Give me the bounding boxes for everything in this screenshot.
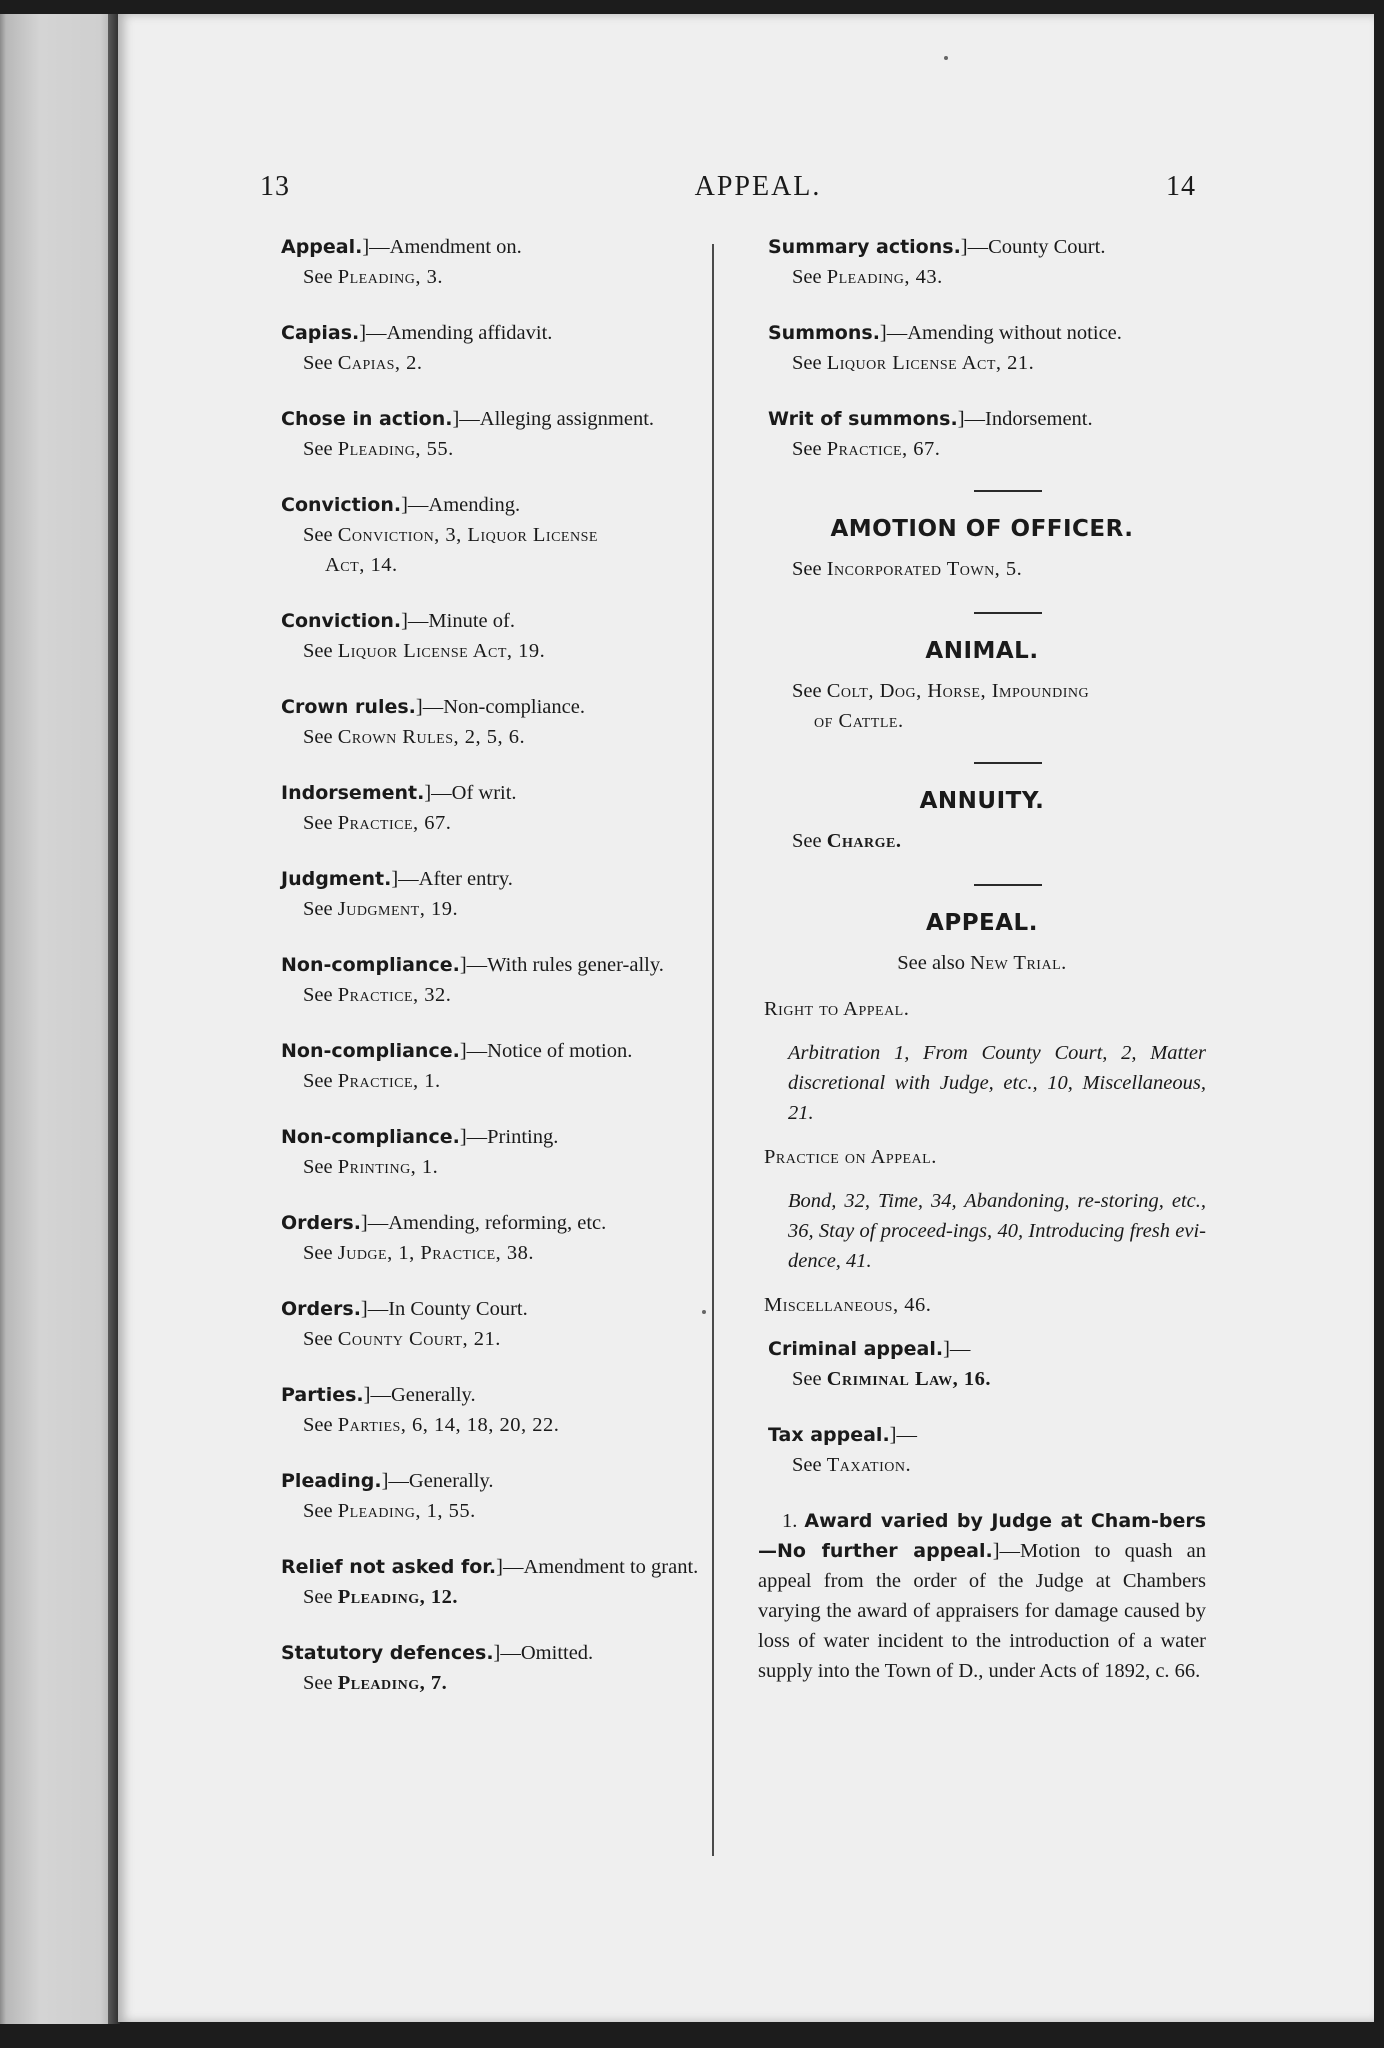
entry-text: ]—Minute of. — [401, 610, 515, 632]
entry-text: ]—Alleging assignment. — [452, 408, 655, 430]
see-ref: Liquor License Act, 19. — [337, 640, 546, 662]
see-label: See — [303, 438, 333, 460]
index-entry — [758, 404, 1206, 464]
entry-head: Pleading. — [281, 1470, 382, 1492]
index-entry — [251, 1466, 711, 1526]
items-text: Bond, 32, Time, 34, Abandoning, re-storing, etc., 36, Stay of proceed-ings, 40, Introducing fresh evi-dence, 41. — [788, 1190, 1206, 1272]
entry-head: Orders. — [281, 1298, 361, 1320]
entry-head: Summons. — [768, 322, 880, 344]
see-ref: Charge. — [826, 830, 902, 852]
index-entry — [758, 232, 1206, 292]
index-entry — [251, 778, 711, 838]
entry-text: ]—Amendment on. — [362, 236, 522, 258]
entry-head: Tax appeal. — [768, 1424, 890, 1446]
see-ref: Pleading, 55. — [337, 438, 454, 460]
entry-text: ]— — [889, 1424, 917, 1446]
entry-head: Orders. — [281, 1212, 361, 1234]
see-label: See — [303, 1070, 333, 1092]
see-also-ref: New Trial. — [970, 952, 1067, 974]
index-entry — [251, 692, 711, 752]
case-text: ]—Motion to quash an appeal from the order of the Judge at Chambers varying the award of appraisers for damage caused by loss of water incident to the introduction of a water supply into the Town of D., under Acts of 1892, c. 66. — [758, 1540, 1206, 1682]
see-ref: Conviction, 3, Liquor License — [337, 524, 598, 546]
index-entry — [251, 864, 711, 924]
section-title-appeal: APPEAL. — [926, 910, 1038, 936]
index-entry — [251, 1036, 711, 1096]
see-label: See — [792, 266, 822, 288]
see-label: See — [303, 1242, 333, 1264]
index-entry — [251, 490, 711, 580]
items-text: Arbitration 1, From County Court, 2, Matter discretional with Judge, etc., 10, Miscellaneous, 21. — [788, 1042, 1206, 1124]
left-column — [251, 232, 711, 1724]
page-number-right: 14 — [1166, 171, 1196, 202]
see-label: See — [303, 812, 333, 834]
entry-head: Chose in action. — [281, 408, 453, 430]
entry-text: ]—Amending affidavit. — [359, 322, 553, 344]
entry-head: Non-compliance. — [281, 1040, 460, 1062]
index-entry — [251, 1208, 711, 1268]
see-ref: Practice, 32. — [337, 984, 452, 1006]
see-label: See — [792, 558, 822, 580]
see-label: See — [792, 1454, 822, 1476]
entry-head: Non-compliance. — [281, 1126, 460, 1148]
section-title-annuity: ANNUITY. — [919, 788, 1045, 814]
entry-text: ]—Amendment to grant. — [496, 1556, 699, 1578]
entry-head: Writ of summons. — [768, 408, 958, 430]
facing-page-edge — [0, 14, 108, 2024]
entry-text: ]—Amending, reforming, etc. — [360, 1212, 607, 1234]
entry-text: ]—In County Court. — [360, 1298, 528, 1320]
index-entry — [251, 404, 711, 464]
entry-head: Non-compliance. — [281, 954, 460, 976]
entry-text: ]—Omitted. — [493, 1642, 594, 1664]
entry-head: Appeal. — [281, 236, 363, 258]
index-entry — [251, 950, 711, 1010]
entry-head: Crown rules. — [281, 696, 416, 718]
see-ref: Crown Rules, 2, 5, 6. — [337, 726, 526, 748]
entry-head: Capias. — [281, 322, 360, 344]
see-ref: Printing, 1. — [337, 1156, 439, 1178]
entry-text: ]—Of writ. — [424, 782, 517, 804]
see-ref: Pleading, 3. — [337, 266, 443, 288]
see-label: See — [303, 266, 333, 288]
section-rule — [974, 612, 1042, 614]
column-divider — [712, 244, 714, 1856]
see-ref: Practice, 67. — [337, 812, 452, 834]
entry-head: Conviction. — [281, 610, 402, 632]
see-ref: Liquor License Act, 21. — [826, 352, 1035, 374]
section-see — [758, 554, 1206, 584]
see-ref-continued: Act, 14. — [325, 554, 398, 576]
see-ref: Judgment, 19. — [337, 898, 459, 920]
section-see-continued — [758, 706, 1206, 736]
index-entry — [758, 1334, 1206, 1394]
see-ref: Capias, 2. — [337, 352, 423, 374]
entry-text: ]—After entry. — [391, 868, 513, 890]
entry-head: Relief not asked for. — [281, 1556, 497, 1578]
see-label: See — [303, 898, 333, 920]
section-rule — [974, 762, 1042, 764]
see-label: See — [303, 1156, 333, 1178]
see-label: See — [303, 640, 333, 662]
index-entry — [251, 1380, 711, 1440]
right-column — [758, 232, 1206, 1686]
entry-text: ]—Printing. — [459, 1126, 559, 1148]
entry-head: Indorsement. — [281, 782, 425, 804]
case-paragraph — [758, 1506, 1206, 1686]
index-entry — [758, 1420, 1206, 1480]
see-label: See — [792, 352, 822, 374]
see-label: See — [792, 680, 822, 702]
entry-text: ]—Generally. — [381, 1470, 494, 1492]
see-ref: Parties, 6, 14, 18, 20, 22. — [337, 1414, 560, 1436]
entry-text: ]—With rules gener-ally. — [459, 954, 664, 976]
section-rule — [974, 490, 1042, 492]
entry-text: ]—Notice of motion. — [459, 1040, 633, 1062]
page-title: APPEAL. — [694, 171, 822, 202]
see-ref: Pleading, 43. — [826, 266, 943, 288]
section-title-amotion: AMOTION OF OFFICER. — [830, 516, 1134, 542]
entry-head: Statutory defences. — [281, 1642, 494, 1664]
see-also-label: See also — [897, 952, 965, 974]
entry-text: ]—Generally. — [363, 1384, 476, 1406]
subhead-right-to-appeal: Right to Appeal. — [764, 998, 910, 1020]
entry-text: ]—County Court. — [960, 236, 1106, 258]
index-entry — [251, 1294, 711, 1354]
entry-text: ]—Amending without notice. — [879, 322, 1122, 344]
see-label: See — [792, 438, 822, 460]
see-label: See — [303, 1414, 333, 1436]
see-label: See — [792, 1368, 822, 1390]
see-ref: Criminal Law, 16. — [826, 1368, 992, 1390]
document-page — [118, 14, 1374, 2022]
speck — [944, 56, 948, 60]
entry-text: ]—Non-compliance. — [415, 696, 585, 718]
see-label: See — [303, 352, 333, 374]
section-see — [758, 676, 1206, 706]
subhead-practice-on-appeal: Practice on Appeal. — [764, 1146, 937, 1168]
see-ref-continued: of Cattle. — [814, 710, 904, 732]
see-ref: Practice, 1. — [337, 1070, 441, 1092]
see-ref: Pleading, 7. — [337, 1672, 448, 1694]
subhead-miscellaneous: Miscellaneous, 46. — [764, 1294, 932, 1316]
case-head: Award varied by Judge at Cham-bers—No further appeal. — [758, 1510, 1207, 1562]
see-ref: Pleading, 12. — [337, 1586, 458, 1608]
entry-text: ]— — [943, 1338, 971, 1360]
see-ref: County Court, 21. — [337, 1328, 501, 1350]
page-number-left: 13 — [260, 171, 290, 202]
index-entry — [251, 1122, 711, 1182]
entry-head: Summary actions. — [768, 236, 961, 258]
see-ref: Practice, 67. — [826, 438, 941, 460]
see-label: See — [303, 1500, 333, 1522]
see-ref: Colt, Dog, Horse, Impounding — [826, 680, 1090, 702]
see-ref: Incorporated Town, 5. — [826, 558, 1023, 580]
case-body — [758, 1506, 1206, 1686]
entry-text: ]—Indorsement. — [957, 408, 1093, 430]
see-ref: Judge, 1, Practice, 38. — [337, 1242, 535, 1264]
entry-head: Parties. — [281, 1384, 364, 1406]
right-to-appeal-items — [758, 1038, 1206, 1128]
section-rule — [974, 884, 1042, 886]
index-entry — [251, 606, 711, 666]
entry-text: ]—Amending. — [401, 494, 521, 516]
section-title-animal: ANIMAL. — [925, 638, 1039, 664]
practice-items — [758, 1186, 1206, 1276]
see-label: See — [792, 830, 822, 852]
see-label: See — [303, 984, 333, 1006]
entry-head: Criminal appeal. — [768, 1338, 944, 1360]
see-ref: Pleading, 1, 55. — [337, 1500, 476, 1522]
entry-head: Judgment. — [281, 868, 392, 890]
case-number: 1. — [782, 1510, 798, 1532]
section-see — [758, 826, 1206, 856]
see-label: See — [303, 1328, 333, 1350]
see-label: See — [303, 1586, 333, 1608]
index-entry — [251, 1552, 711, 1612]
index-entry — [251, 318, 711, 378]
index-entry — [758, 318, 1206, 378]
index-entry — [251, 1638, 711, 1698]
see-ref: Taxation. — [826, 1454, 912, 1476]
see-also-line — [758, 948, 1206, 978]
index-entry — [251, 232, 711, 292]
entry-head: Conviction. — [281, 494, 402, 516]
see-label: See — [303, 726, 333, 748]
see-label: See — [303, 1672, 333, 1694]
see-label: See — [303, 524, 333, 546]
